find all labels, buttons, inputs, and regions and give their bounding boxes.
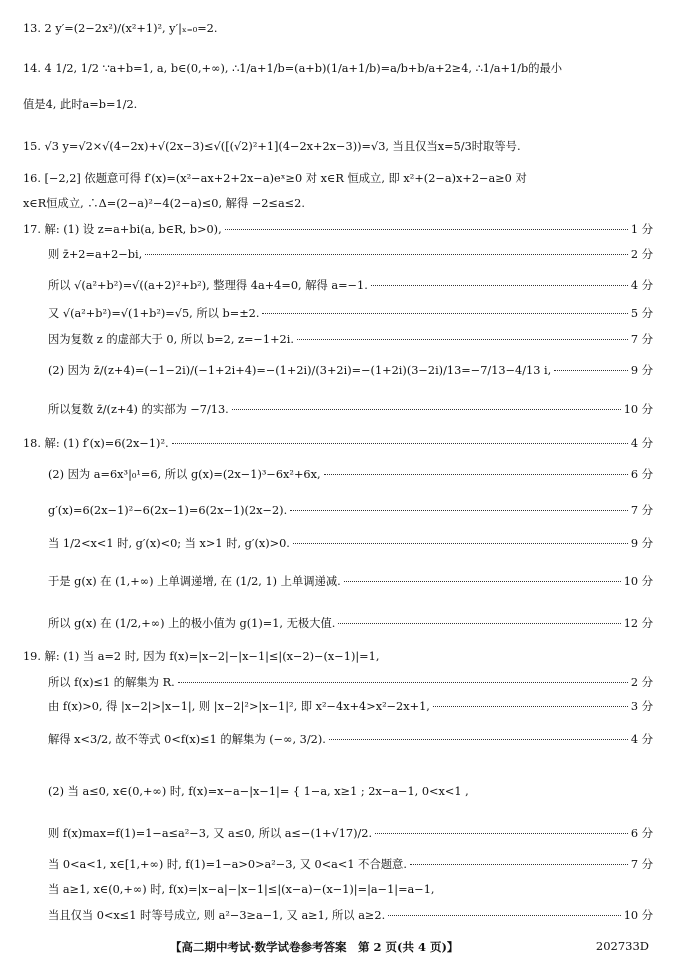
scored-line xyxy=(48,617,653,631)
footer-title: 【高二期中考试·数学试卷参考答案 第 2 页(共 4 页)】 xyxy=(170,940,459,954)
scored-line xyxy=(48,504,653,518)
scored-text: 由 f(x)>0, 得 |x−2|>|x−1|, 则 |x−2|²>|x−1|², 即 x²−4x+4>x²−2x+1, xyxy=(48,700,430,713)
scored-line xyxy=(48,248,653,262)
line-19-c: 当 a≥1, x∈(0,+∞) 时, f(x)=|x−a|−|x−1|≤|(x−a)−(x−1)|=|a−1|=a−1, xyxy=(48,883,435,896)
score-points: 6 分 xyxy=(630,827,653,840)
dot-leader xyxy=(172,443,628,444)
dot-leader xyxy=(232,409,621,410)
dot-leader xyxy=(554,370,628,371)
scored-text: 又 √(a²+b²)=√(1+b²)=√5, 所以 b=±2. xyxy=(48,307,260,320)
scored-line xyxy=(48,468,653,482)
scored-text: 当 1/2<x<1 时, g′(x)<0; 当 x>1 时, g′(x)>0. xyxy=(48,537,290,550)
line-16a: 16. [−2,2] 依题意可得 f′(x)=(x²−ax+2+2x−a)eˣ≥0 对 x∈R 恒成立, 即 x²+(2−a)x+2−a≥0 对 xyxy=(23,172,527,185)
score-points: 10 分 xyxy=(623,909,653,922)
scored-text: g′(x)=6(2x−1)²−6(2x−1)=6(2x−1)(2x−2). xyxy=(48,504,288,517)
dot-leader xyxy=(375,833,628,834)
score-points: 4 分 xyxy=(630,733,653,746)
dot-leader xyxy=(371,285,628,286)
score-points: 9 分 xyxy=(630,364,653,377)
scored-line xyxy=(48,279,653,293)
score-points: 7 分 xyxy=(630,504,653,517)
scored-line xyxy=(23,437,653,451)
scored-text: (2) 因为 a=6x³|₀¹=6, 所以 g(x)=(2x−1)³−6x²+6x, xyxy=(48,468,321,481)
line-13: 13. 2 y′=(2−2x²)/(x²+1)², y′|ₓ₌₀=2. xyxy=(23,22,218,35)
line-19-intro: 19. 解: (1) 当 a=2 时, 因为 f(x)=|x−2|−|x−1|≤|(x−2)−(x−1)|=1, xyxy=(23,650,380,663)
scored-text: 当且仅当 0<x≤1 时等号成立, 则 a²−3≥a−1, 又 a≥1, 所以 a≥2. xyxy=(48,909,386,922)
dot-leader xyxy=(344,581,621,582)
line-14a: 14. 4 1/2, 1/2 ∵a+b=1, a, b∈(0,+∞), ∴1/a+1/b=(a+b)(1/a+1/b)=a/b+b/a+2≥4, ∴1/a+1/b的最小 xyxy=(23,62,563,75)
scored-line xyxy=(48,733,653,747)
scored-text: 当 0<a<1, x∈[1,+∞) 时, f(1)=1−a>0>a²−3, 又 0<a<1 不合题意. xyxy=(48,858,407,871)
dot-leader xyxy=(324,474,628,475)
score-points: 10 分 xyxy=(623,575,653,588)
scored-text: 所以 √(a²+b²)=√((a+2)²+b²), 整理得 4a+4=0, 解得 a=−1. xyxy=(48,279,368,292)
line-16b: x∈R恒成立, ∴Δ=(2−a)²−4(2−a)≤0, 解得 −2≤a≤2. xyxy=(23,197,305,210)
dot-leader xyxy=(225,229,628,230)
dot-leader xyxy=(410,864,628,865)
dot-leader xyxy=(329,739,628,740)
score-points: 7 分 xyxy=(630,858,653,871)
dot-leader xyxy=(388,915,621,916)
scored-line xyxy=(48,364,653,378)
dot-leader xyxy=(145,254,628,255)
scored-line xyxy=(48,537,653,551)
score-points: 5 分 xyxy=(630,307,653,320)
dot-leader xyxy=(297,339,628,340)
line-15: 15. √3 y=√2×√(4−2x)+√(2x−3)≤√([(√2)²+1](4−2x+2x−3))=√3, 当且仅当x=5/3时取等号. xyxy=(23,140,521,153)
scored-line xyxy=(48,858,653,872)
score-points: 3 分 xyxy=(630,700,653,713)
score-points: 2 分 xyxy=(630,676,653,689)
dot-leader xyxy=(178,682,628,683)
score-points: 1 分 xyxy=(630,223,653,236)
score-points: 7 分 xyxy=(630,333,653,346)
footer-code: 202733D xyxy=(595,939,649,953)
score-points: 9 分 xyxy=(630,537,653,550)
scored-line xyxy=(48,909,653,923)
scored-line xyxy=(48,827,653,841)
scored-text: 17. 解: (1) 设 z=a+bi(a, b∈R, b>0), xyxy=(23,223,222,236)
scored-text: 所以 f(x)≤1 的解集为 R. xyxy=(48,676,175,689)
scored-text: 解得 x<3/2, 故不等式 0<f(x)≤1 的解集为 (−∞, 3/2). xyxy=(48,733,326,746)
dot-leader xyxy=(293,543,628,544)
score-points: 6 分 xyxy=(630,468,653,481)
scored-text: 于是 g(x) 在 (1,+∞) 上单调递增, 在 (1/2, 1) 上单调递减. xyxy=(48,575,341,588)
page-footer xyxy=(0,939,677,955)
scored-line xyxy=(48,676,653,690)
dot-leader xyxy=(262,313,627,314)
dot-leader xyxy=(338,623,620,624)
score-points: 12 分 xyxy=(623,617,653,630)
scored-text: 因为复数 z 的虚部大于 0, 所以 b=2, z=−1+2i. xyxy=(48,333,294,346)
scored-text: 所以 g(x) 在 (1/2,+∞) 上的极小值为 g(1)=1, 无极大值. xyxy=(48,617,336,630)
scored-line xyxy=(48,575,653,589)
score-points: 4 分 xyxy=(630,279,653,292)
scored-line xyxy=(48,700,653,714)
scored-line xyxy=(48,403,653,417)
score-points: 10 分 xyxy=(623,403,653,416)
dot-leader xyxy=(290,510,628,511)
score-points: 2 分 xyxy=(630,248,653,261)
scored-text: 则 f(x)max=f(1)=1−a≤a²−3, 又 a≤0, 所以 a≤−(1+√17)/2. xyxy=(48,827,373,840)
score-points: 4 分 xyxy=(630,437,653,450)
scored-line xyxy=(48,333,653,347)
scored-line xyxy=(23,223,653,237)
scored-text: 所以复数 z̄/(z+4) 的实部为 −7/13. xyxy=(48,403,229,416)
scored-text: (2) 因为 z̄/(z+4)=(−1−2i)/(−1+2i+4)=−(1+2i)/(3+2i)=−(1+2i)(3−2i)/13=−7/13−4/13 i, xyxy=(48,364,552,377)
scored-line xyxy=(48,307,653,321)
line-14b: 值是4, 此时a=b=1/2. xyxy=(23,98,138,111)
line-19-piecewise: (2) 当 a≤0, x∈(0,+∞) 时, f(x)=x−a−|x−1|= { 1−a, x≥1 ; 2x−a−1, 0<x<1 , xyxy=(48,785,469,798)
dot-leader xyxy=(433,706,628,707)
scored-text: 18. 解: (1) f′(x)=6(2x−1)². xyxy=(23,437,169,450)
scored-text: 则 z̄+2=a+2−bi, xyxy=(48,248,143,261)
